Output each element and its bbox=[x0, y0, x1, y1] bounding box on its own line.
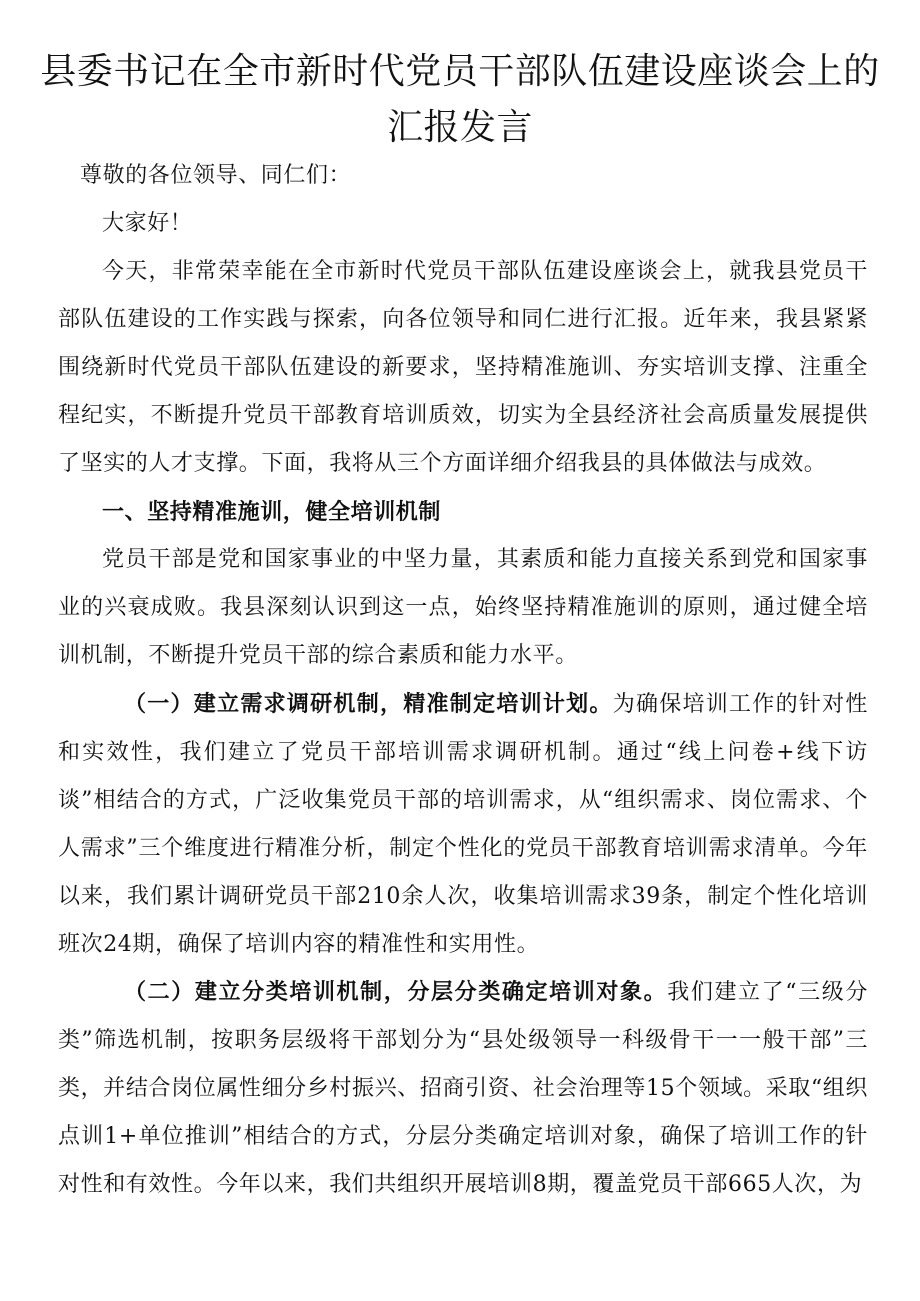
document-title: 县委书记在全市新时代党员干部队伍建设座谈会上的汇报发言 bbox=[40, 51, 880, 148]
item-paragraph-1 bbox=[58, 680, 868, 969]
item-paragraph-2 bbox=[58, 968, 868, 1209]
item-text-1: 为确保培训工作的针对性和实效性，我们建立了党员干部培训需求调研机制。通过“线上问卷+线下访谈”相结合的方式，广泛收集党员干部的培训需求，从“组织需求、岗位需求、个人需求”三个维度进行精准分析，制定个性化的党员干部教育培训需求清单。今年以来，我们累计调研党员干部210余人次，收集培训需求39条，制定个性化培训班次24期，确保了培训内容的精准性和实用性。 bbox=[58, 692, 868, 957]
item-lead-2: （二）建立分类培训机制，分层分类确定培训对象。 bbox=[124, 979, 668, 1005]
section-paragraph: 党员干部是党和国家事业的中坚力量，其素质和能力直接关系到党和国家事业的兴衰成败。我县深刻认识到这一点，始终坚持精准施训的原则，通过健全培训机制，不断提升党员干部的综合素质和能力水平。 bbox=[58, 547, 868, 668]
intro-paragraph: 今天，非常荣幸能在全市新时代党员干部队伍建设座谈会上，就我县党员干部队伍建设的工作实践与探索，向各位领导和同仁进行汇报。近年来，我县紧紧围绕新时代党员干部队伍建设的新要求，坚持精准施训、夯实培训支撑、注重全程纪实，不断提升党员干部教育培训质效，切实为全县经济社会高质量发展提供了坚实的人才支撑。下面，我将从三个方面详细介绍我县的具体做法与成效。 bbox=[58, 259, 868, 476]
section-heading: 一、坚持精准施训，健全培训机制 bbox=[102, 499, 442, 525]
item-lead-1: （一）建立需求调研机制，精准制定培训计划。 bbox=[124, 691, 613, 717]
salutation: 尊敬的各位领导、同仁们： bbox=[80, 163, 352, 188]
item-text-2: 我们建立了“三级分类”筛选机制，按职务层级将干部划分为“县处级领导一科级骨干一一般干部”三类，并结合岗位属性细分乡村振兴、招商引资、社会治理等15个领域。采取“组织点训1+单位推训”相结合的方式，分层分类确定培训对象，确保了培训工作的针对性和有效性。今年以来，我们共组织开展培训8期，覆盖党员干部665人次，为 bbox=[58, 980, 868, 1197]
greeting: 大家好！ bbox=[102, 211, 193, 236]
